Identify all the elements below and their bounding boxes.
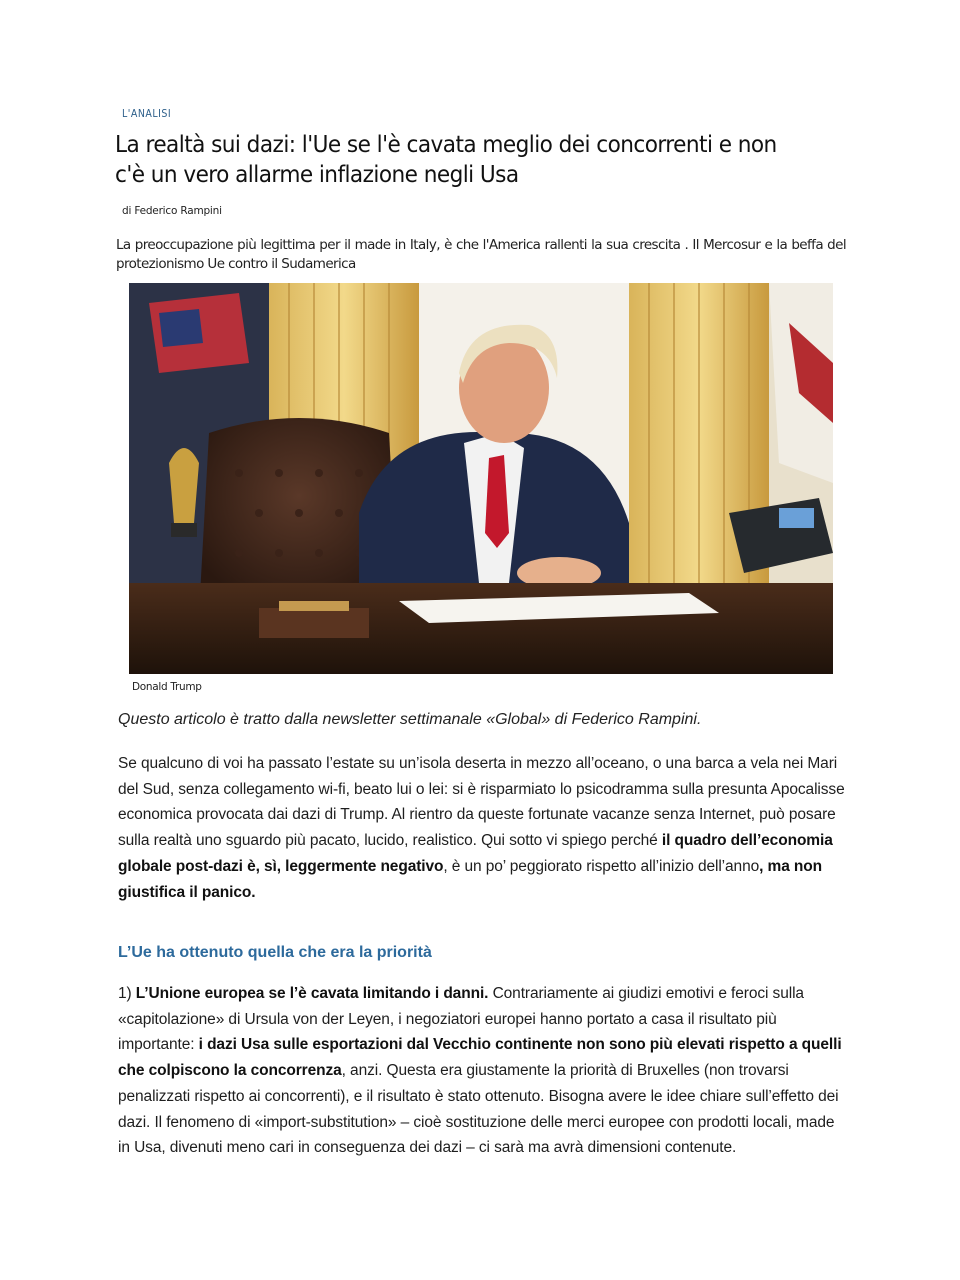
paragraph-1 [118, 751, 848, 905]
photo-caption: Donald Trump [132, 681, 202, 693]
article-kicker: L'ANALISI [122, 108, 172, 120]
paragraph-2 [118, 981, 848, 1161]
p1-text-1: Se qualcuno di voi ha passato l’estate su un’isola deserta in mezzo all’oceano, o una barca a vela nei Mari del Sud, senza collegamento wi-fi, beato lui o lei: si è risparmiato lo psicodramma sulla presunta Apocalisse economica provocata dai dazi di Trump. Al rientro da queste fortunate vacanze senza Internet, può posare sulla realtà uno sguardo più pacato, lucido, realistico. Qui sotto vi spiego perché [118, 755, 845, 850]
article-headline: La realtà sui dazi: l'Ue se l'è cavata meglio dei concorrenti e non c'è un vero allarme inflazione negli Usa [115, 132, 777, 188]
photo-donald-trump-oval-office [129, 283, 833, 674]
article-intro: Questo articolo è tratto dalla newsletter settimanale «Global» di Federico Rampini. [118, 711, 702, 728]
p2-text-0: 1) [118, 985, 136, 1002]
p2-text-1: Contrariamente ai giudizi emotivi e feroci sulla «capitolazione» di Ursula von der Leyen, i negoziatori europei hanno portato a casa il risultato più importante: [118, 985, 804, 1054]
p2-text-2: , anzi. Questa era giustamente la priorità di Bruxelles (non trovarsi penalizzati rispetto ai concorrenti), e il risultato è stato ottenuto. Bisogna avere le idee chiare sull’effetto dei dazi. Il fenomeno di «import-substitution» – cioè sostituzione delle merci europee con prodotti locali, made in Usa, divenuti meno cari in conseguenza dei dazi – ci sarà ma avrà dimensioni contenute. [118, 1062, 839, 1157]
article-byline: di Federico Rampini [122, 205, 222, 217]
p1-bold-2: , ma non giustifica il panico. [118, 857, 823, 901]
article-photo [129, 283, 833, 674]
section-subheading: L’Ue ha ottenuto quella che era la priorità [118, 944, 432, 961]
p2-bold-1: L’Unione europea se l’è cavata limitando i danni. [135, 985, 489, 1002]
p2-bold-2: i dazi Usa sulle esportazioni dal Vecchio continente non sono più elevati rispetto a quelli che colpiscono la concorrenza [118, 1036, 842, 1080]
p1-bold-1: il quadro dell’economia globale post-dazi è, sì, leggermente negativo [118, 832, 833, 875]
article-summary: La preoccupazione più legittima per il made in Italy, è che l'America rallenti la sua crescita . Il Mercosur e la beffa del protezionismo Ue contro il Sudamerica [116, 237, 846, 272]
p1-text-2: , è un po’ peggiorato rispetto all’inizio dell’anno [443, 857, 760, 875]
